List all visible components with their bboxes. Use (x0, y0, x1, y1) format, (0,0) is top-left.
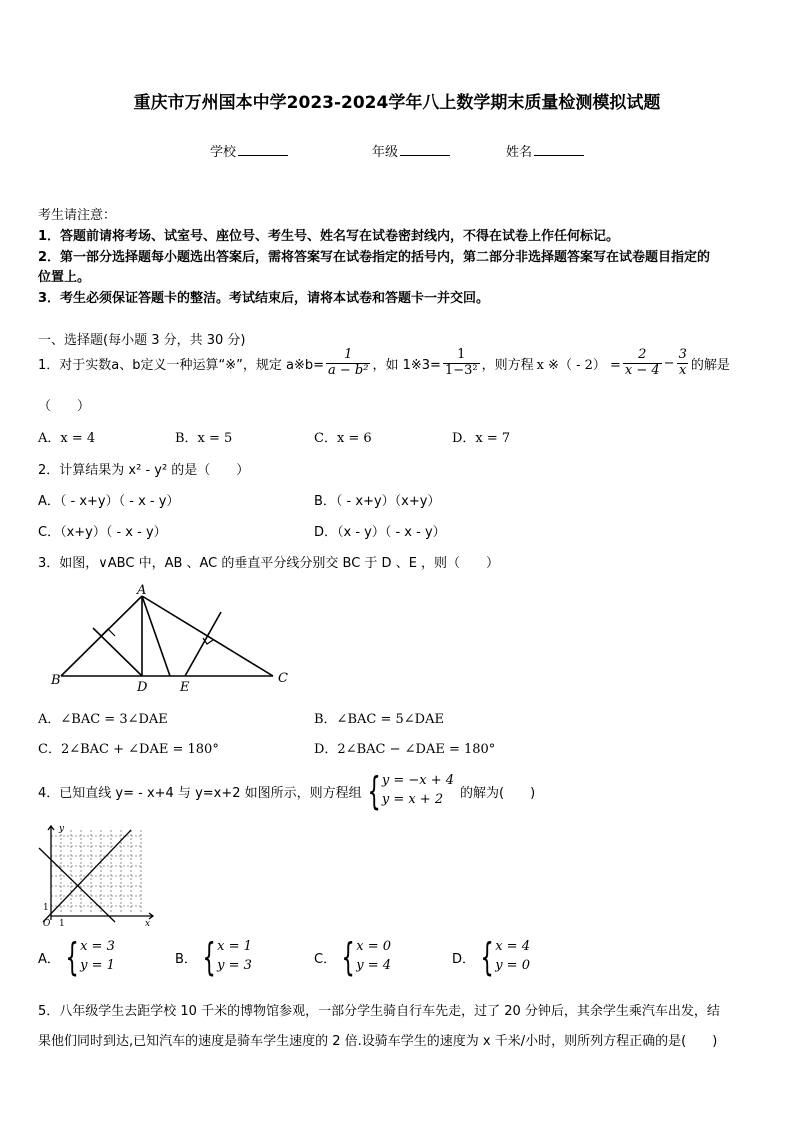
q4-tail: 的解为( ) (460, 785, 536, 801)
q4-option-d: D． { x = 4 y = 0 (452, 935, 530, 979)
q1-minus: − (663, 355, 675, 371)
grade-blank (400, 143, 450, 156)
school-blank (238, 143, 288, 156)
q1-fraction-rhs2: $\frac{3}{x}$ (678, 347, 687, 378)
axis-y-label: y (59, 824, 65, 834)
q3-option-c: C．2∠BAC + ∠DAE = 180° (38, 742, 219, 757)
q1-tail: 的解是 (690, 357, 730, 373)
q2-option-a: A．（ - x+y）（ - x - y） (38, 494, 180, 509)
axis-x-label: x (145, 919, 151, 929)
q4-lead: 4．已知直线 y= - x+4 与 y=x+2 如图所示，则方程组 (38, 785, 362, 801)
label-a: A (137, 583, 147, 598)
notice-heading: 考生请注意： (38, 208, 117, 223)
q1-mid1: ，如 1※3= (372, 357, 441, 373)
q1-fraction-rhs1: $\frac{2}{x - 4}$ (624, 347, 660, 378)
question-3-stem: 3．如图，∨ABC 中，AB 、AC 的垂直平分线分别交 BC 于 D 、E ，则（ ） (38, 556, 500, 571)
x-tick-one: 1 (59, 919, 65, 929)
school-field (210, 141, 288, 160)
q1-equation: x ※（ - 2） = (536, 357, 621, 373)
q4-option-a: A． { x = 3 y = 1 (38, 935, 115, 979)
notice-item: 位置上。 (38, 270, 91, 285)
label-e: E (180, 680, 190, 695)
q1-fraction-example: $\frac{1}{\text{1−3²}}$ (444, 347, 478, 378)
q3-option-a: A．∠BAC = 3∠DAE (38, 712, 168, 727)
q1-answer-paren: （ ） (38, 399, 91, 414)
q1-mid2: ，则方程 (481, 357, 534, 373)
grade-field (372, 141, 450, 160)
origin-label: O (43, 919, 51, 929)
q1-option-a: A．x = 4 (38, 431, 96, 446)
school-label: 学校 (210, 145, 237, 160)
label-c: C (278, 671, 288, 686)
notice-item: 3．考生必须保证答题卡的整洁。考试结束后，请将本试卷和答题卡一并交回。 (38, 291, 490, 306)
question-5-line-2: 果他们同时到达,已知汽车的速度是骑车学生速度的 2 倍.设骑车学生的速度为 x 千米/小时，则所列方程正确的是( ) (38, 1034, 718, 1049)
q4-option-c: C． { x = 0 y = 4 (314, 935, 392, 979)
notice-item: 1．答题前请将考场、试室号、座位号、考生号、姓名写在试卷密封线内，不得在试卷上作任何标记。 (38, 229, 620, 244)
q4-brace: { (367, 769, 381, 813)
notice-item: 2．第一部分选择题每小题选出答案后，需将答案写在试卷指定的括号内，第二部分非选择题答案写在试卷题目指定的 (38, 250, 711, 265)
q4-option-b: B． { x = 1 y = 3 (175, 935, 252, 979)
q2-option-b: B．（ - x+y）（x+y） (314, 494, 441, 509)
label-d: D (137, 680, 148, 695)
name-field (506, 141, 584, 160)
q1-option-c: C．x = 6 (314, 431, 372, 446)
name-label: 姓名 (506, 145, 533, 160)
question-5-line-1: 5．八年级学生去距学校 10 千米的博物馆参观，一部分学生骑自行车先走，过了 20 分钟后，其余学生乘汽车出发，结 (38, 1004, 720, 1019)
q3-option-b: B．∠BAC = 5∠DAE (314, 712, 444, 727)
name-blank (534, 143, 584, 156)
question-2-stem: 2．计算结果为 x² - y² 的是（ ） (38, 463, 250, 478)
q1-lead: 1．对于实数a、b定义一种运算“※”，规定 a※b= (38, 357, 324, 373)
page-title: 重庆市万州国本中学2023-2024学年八上数学期末质量检测模拟试题 (133, 93, 661, 113)
line-graph-figure (35, 822, 160, 930)
q2-option-d: D．（x - y）（ - x - y） (314, 525, 446, 540)
label-b: B (51, 673, 61, 688)
question-4-stem (38, 769, 536, 813)
triangle-figure (45, 582, 295, 697)
q4-system: y = −x + 4 y = x + 2 (381, 773, 454, 807)
q1-fraction-definition: $\frac{1}{\text{a − b²}}$ (328, 347, 369, 378)
q1-option-d: D．x = 7 (452, 431, 511, 446)
q3-option-d: D．2∠BAC − ∠DAE = 180° (314, 742, 496, 757)
q2-option-c: C．（x+y）（ - x - y） (38, 525, 167, 540)
question-1-stem (38, 348, 730, 379)
q1-option-b: B．x = 5 (175, 431, 233, 446)
section-heading: 一、选择题(每小题 3 分，共 30 分) (38, 333, 246, 348)
y-tick-one: 1 (43, 903, 49, 913)
grade-label: 年级 (372, 145, 399, 160)
